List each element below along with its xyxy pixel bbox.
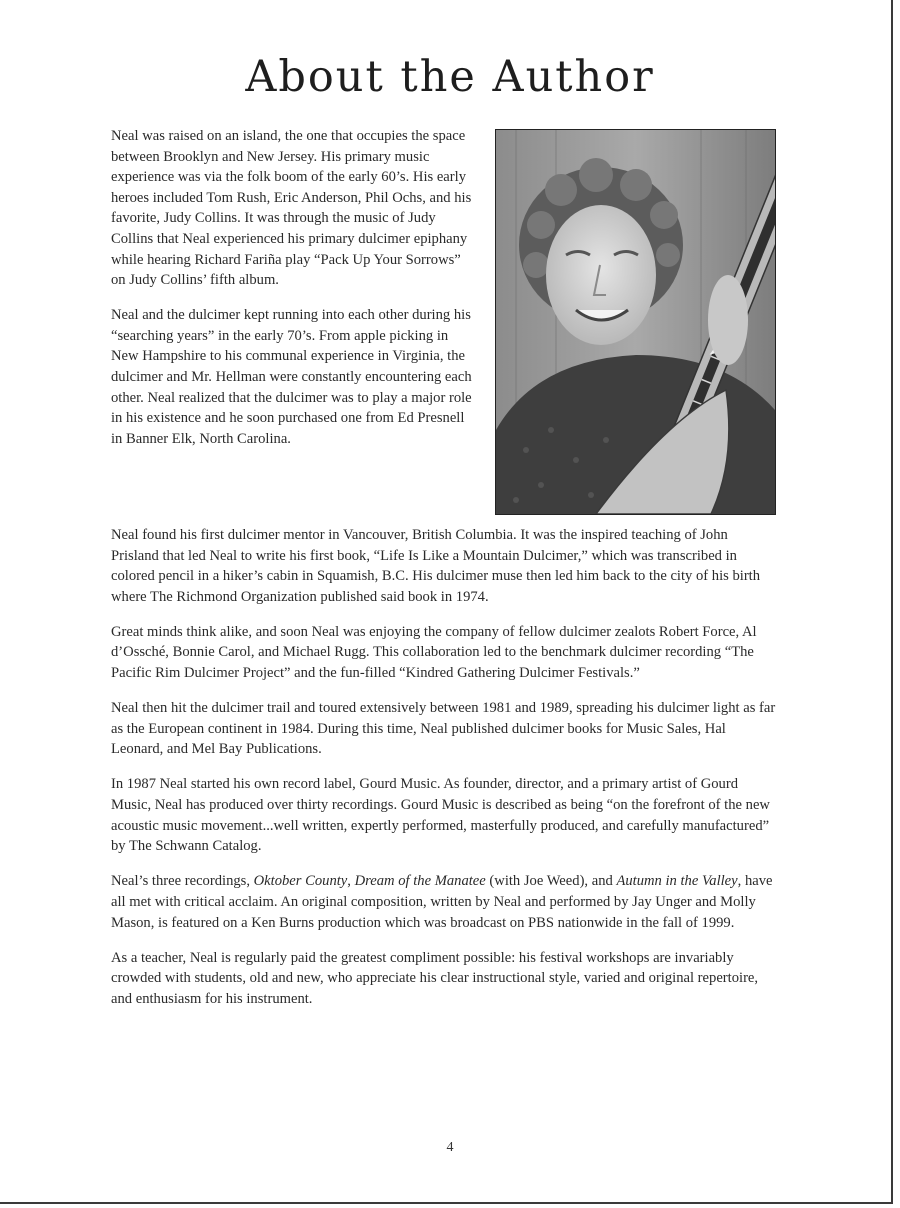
bio-paragraph-teacher: As a teacher, Neal is regularly paid the greatest compliment possible: his festival workshops are invariably crowded with students, old and new, who appreciate his clear instructional style, varied and original repertoire, and enthusiasm for his instrument. (111, 949, 759, 1007)
recordings-rest: , have all met with critical acclaim. An original composition, written by Neal and performed by Jay Unger and Molly Mason, is featured on a Ken Burns production which was broadcast on PBS nationwide in the fall of 1999. (111, 873, 773, 931)
album-title: Autumn in the Valley (616, 873, 738, 890)
recordings-sep: , (347, 873, 355, 890)
page-title: About the Author (245, 52, 655, 102)
album-title: Dream of the Manatee (354, 873, 486, 890)
article-body (111, 126, 776, 1024)
bio-paragraph-5: Neal then hit the dulcimer trail and toured extensively between 1981 and 1989, spreading his dulcimer light as far as the European continent in 1984. During this time, Neal published dulcimer books for Music Sales, Hal Leonard, and Mel Bay Publications. (111, 700, 776, 758)
bio-paragraph-4: Great minds think alike, and soon Neal was enjoying the company of fellow dulcimer zealots Robert Force, Al d’Ossché, Bonnie Carol, and Michael Rugg. This collaboration led to the benchmark dulcimer recording “The Pacific Rim Dulcimer Project” and the fun-filled “Kindred Gathering Dulcimer Festivals.” (111, 623, 757, 682)
recordings-intro: Neal’s three recordings, (111, 873, 254, 890)
author-photo-image (496, 130, 775, 514)
album-title: Oktober County (253, 873, 348, 890)
bio-paragraph-recordings (111, 871, 776, 933)
bio-paragraph-2: Neal and the dulcimer kept running into each other during his “searching years” in the early 70’s. From apple picking in New Hampshire to his communal experience in Virginia, the dulcimer and Mr. Hellman were constantly encountering each other. Neal realized that the dulcimer was to play a major role in his existence and he soon purchased one from Ed Presnell in Banner Elk, North Carolina. (111, 307, 472, 447)
bio-paragraph-3: Neal found his first dulcimer mentor in Vancouver, British Columbia. It was the inspired teaching of John Prisland that led Neal to write his first book, “Life Is Like a Mountain Dulcimer,” which was transcribed in colored pencil in a hiker’s cabin in Squamish, B.C. His dulcimer muse then led him back to the city of his birth where The Richmond Organization published said book in 1974. (111, 527, 761, 605)
recordings-mid: (with Joe Weed), and (485, 873, 617, 890)
author-photo (495, 129, 776, 515)
bio-paragraph-1: Neal was raised on an island, the one that occupies the space between Brooklyn and New Jersey. His primary music experience was via the folk boom of the early 60’s. His early heroes included Tom Rush, Eric Anderson, Phil Ochs, and his favorite, Judy Collins. It was through the music of Judy Collins that Neal experienced his primary dulcimer epiphany while hearing Richard Fariña play “Pack Up Your Sorrows” on Judy Collins’ fifth album. (111, 128, 472, 289)
page-number: 4 (446, 1140, 454, 1155)
bio-paragraph-6: In 1987 Neal started his own record label, Gourd Music. As founder, director, and a primary artist of Gourd Music, Neal has produced over thirty recordings. Gourd Music is described as being “on the forefront of the new acoustic music movement...well written, expertly performed, masterfully produced, and carefully manufactured” by The Schwann Catalog. (111, 776, 770, 855)
